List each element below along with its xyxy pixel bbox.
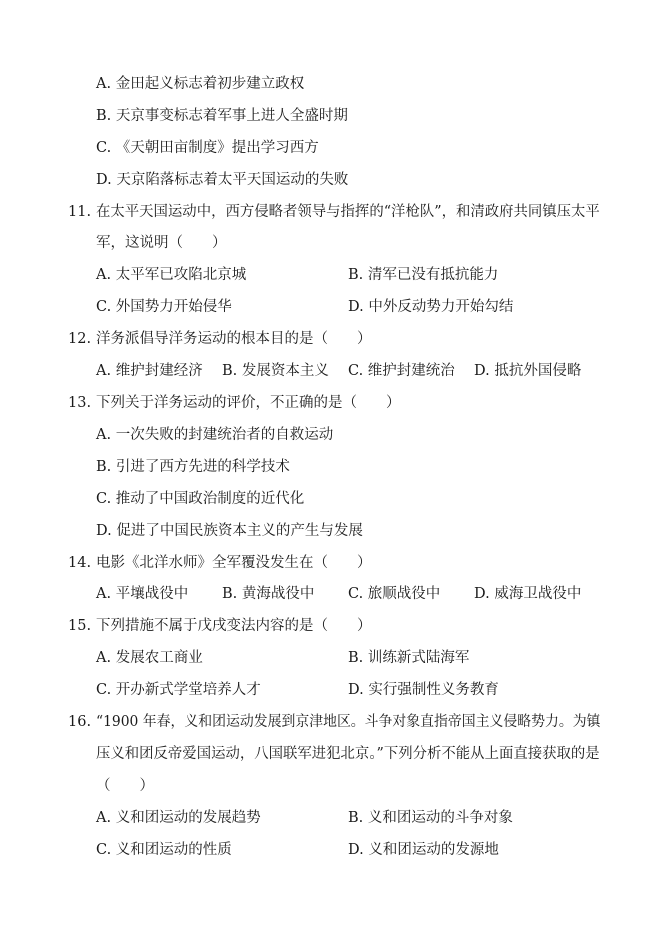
q11-option-a: A. 太平军已攻陷北京城 <box>96 267 247 283</box>
q11-option-b: B. 清军已没有抵抗能力 <box>348 267 499 283</box>
q14-option-b: B. 黄海战役中 <box>222 586 315 602</box>
q12-option-a: A. 维护封建经济 <box>96 363 203 379</box>
q16-stem-line1: “1900 年春，义和团运动发展到京津地区。斗争对象直指帝国主义侵略势力。为镇 <box>96 714 601 730</box>
q11-option-d: D. 中外反动势力开始勾结 <box>348 299 514 315</box>
q15-number: 15. <box>68 618 92 634</box>
q10-option-d: D. 天京陷落标志着太平天国运动的失败 <box>96 172 349 188</box>
q16-option-a: A. 义和团运动的发展趋势 <box>96 810 261 826</box>
q13-stem: 下列关于洋务运动的评价，不正确的是（ ） <box>96 395 401 411</box>
q15-option-d: D. 实行强制性义务教育 <box>348 682 499 698</box>
q11-stem-line2: 军，这说明（ ） <box>96 235 227 251</box>
q12-option-d: D. 抵抗外国侵略 <box>474 363 582 379</box>
q14-option-a: A. 平壤战役中 <box>96 586 189 602</box>
q15-option-b: B. 训练新式陆海军 <box>348 650 470 666</box>
q16-number: 16. <box>68 714 92 730</box>
q15-stem: 下列措施不属于戊戌变法内容的是（ ） <box>96 618 372 634</box>
q14-option-d: D. 威海卫战役中 <box>474 586 582 602</box>
q16-option-c: C. 义和团运动的性质 <box>96 842 232 858</box>
q14-number: 14. <box>68 555 92 571</box>
q11-stem-line1: 在太平天国运动中，西方侵略者领导与指挥的“洋枪队”，和清政府共同镇压太平 <box>96 204 600 220</box>
q13-number: 13. <box>68 395 92 411</box>
q14-option-c: C. 旅顺战役中 <box>348 586 441 602</box>
q13-option-d: D. 促进了中国民族资本主义的产生与发展 <box>96 523 363 539</box>
q10-option-a: A. 金田起义标志着初步建立政权 <box>96 76 305 92</box>
q15-option-a: A. 发展农工商业 <box>96 650 203 666</box>
q10-option-c: C. 《天朝田亩制度》提出学习西方 <box>96 140 319 156</box>
q12-stem: 洋务派倡导洋务运动的根本目的是（ ） <box>96 331 372 347</box>
q13-option-a: A. 一次失败的封建统治者的自救运动 <box>96 427 334 443</box>
q13-option-b: B. 引进了西方先进的科学技术 <box>96 459 290 475</box>
q12-option-c: C. 维护封建统治 <box>348 363 455 379</box>
q13-option-c: C. 推动了中国政治制度的近代化 <box>96 491 305 507</box>
q12-number: 12. <box>68 331 92 347</box>
q16-stem-line3: （ ） <box>96 778 154 794</box>
q16-option-b: B. 义和团运动的斗争对象 <box>348 810 513 826</box>
q16-stem-line2: 压义和团反帝爱国运动，八国联军进犯北京。”下列分析不能从上面直接获取的是 <box>96 746 600 762</box>
q10-option-b: B. 天京事变标志着军事上进人全盛时期 <box>96 108 348 124</box>
q11-number: 11. <box>68 204 92 220</box>
q16-option-d: D. 义和团运动的发源地 <box>348 842 499 858</box>
q15-option-c: C. 开办新式学堂培养人才 <box>96 682 261 698</box>
q14-stem: 电影《北洋水师》全军覆没发生在（ ） <box>96 555 372 571</box>
q12-option-b: B. 发展资本主义 <box>222 363 329 379</box>
q11-option-c: C. 外国势力开始侵华 <box>96 299 232 315</box>
